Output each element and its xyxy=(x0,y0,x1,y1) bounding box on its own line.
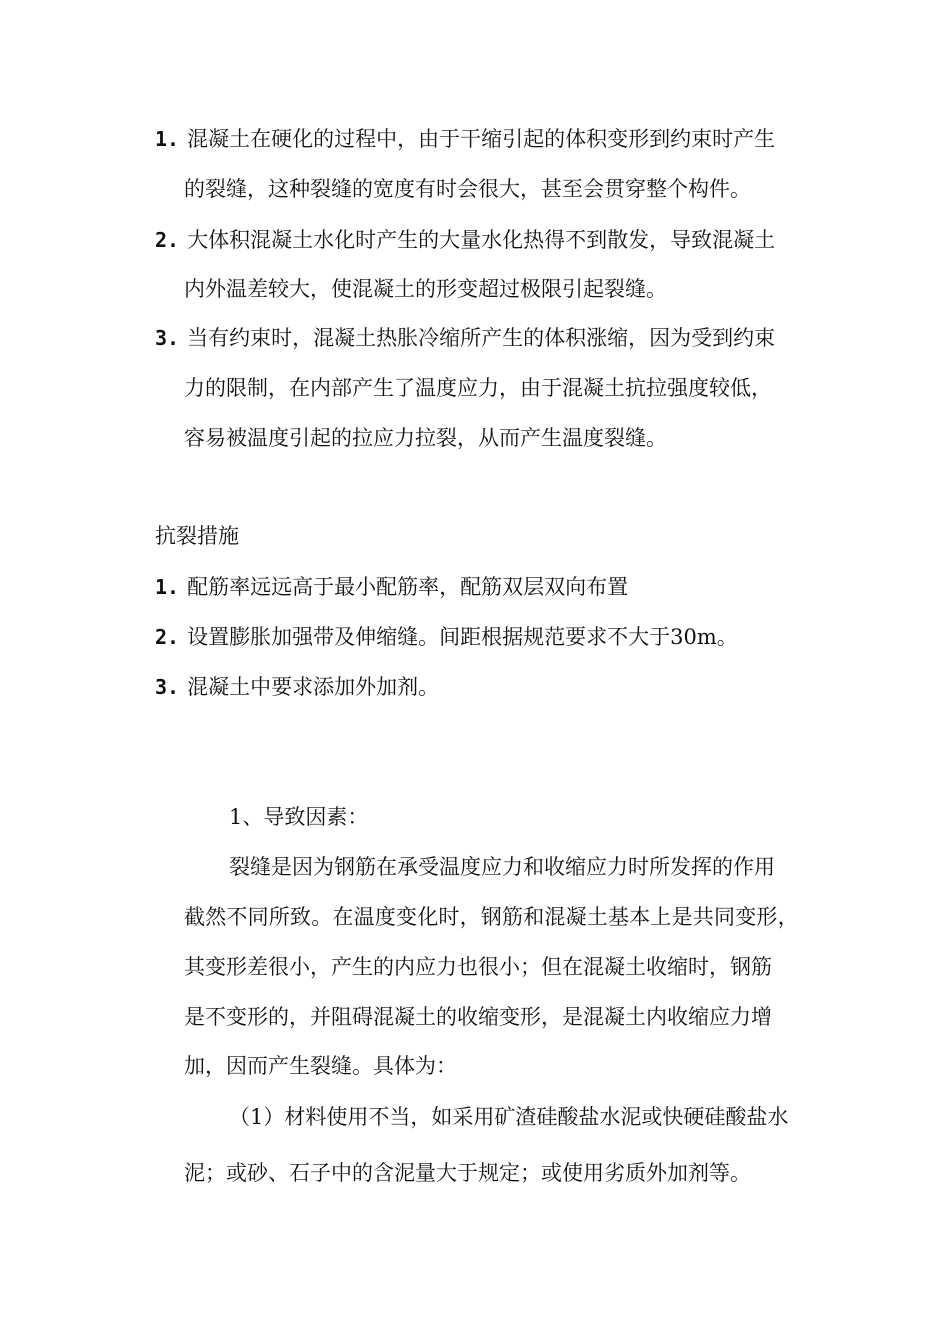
cause-item-2-number: 2. xyxy=(155,228,180,252)
measure-item-1-number: 1. xyxy=(155,575,180,599)
cause-item-3-text: 当有约束时，混凝土热胀冷缩所产生的体积涨缩，因为受到约束 xyxy=(187,326,776,350)
cause-item-1-line-2: 的裂缝，这种裂缝的宽度有时会很大，甚至会贯穿整个构件。 xyxy=(184,177,751,201)
cause-item-2-text: 大体积混凝土水化时产生的大量水化热得不到散发，导致混凝土 xyxy=(187,228,776,252)
factors-paragraph-line-1: 裂缝是因为钢筋在承受温度应力和收缩应力时所发挥的作用 xyxy=(229,855,775,879)
cause-item-1-number: 1. xyxy=(155,127,180,151)
cause-item-3-line-1 xyxy=(155,328,775,349)
measure-item-2 xyxy=(155,627,738,648)
cause-item-3-number: 3. xyxy=(155,326,180,350)
measure-item-3 xyxy=(155,677,439,698)
measure-item-1 xyxy=(155,577,628,598)
measure-item-1-text: 配筋率远远高于最小配筋率，配筋双层双向布置 xyxy=(187,575,629,599)
measure-item-2-text: 设置膨胀加强带及伸缩缝。间距根据规范要求不大于30m。 xyxy=(187,625,738,649)
cause-item-3-line-3: 容易被温度引起的拉应力拉裂，从而产生温度裂缝。 xyxy=(184,426,667,450)
measure-item-3-text: 混凝土中要求添加外加剂。 xyxy=(187,675,440,699)
factors-subitem-line-2: 泥；或砂、石子中的含泥量大于规定；或使用劣质外加剂等。 xyxy=(184,1161,751,1185)
measure-item-2-number: 2. xyxy=(155,625,180,649)
measures-heading: 抗裂措施 xyxy=(155,524,239,548)
factors-heading: 1、导致因素： xyxy=(229,805,369,829)
cause-item-2-line-1 xyxy=(155,230,775,251)
measure-item-3-number: 3. xyxy=(155,675,180,699)
cause-item-1-text: 混凝土在硬化的过程中，由于干缩引起的体积变形到约束时产生 xyxy=(187,127,776,151)
factors-subitem-line-1: （1）材料使用不当，如采用矿渣硅酸盐水泥或快硬硅酸盐水 xyxy=(229,1105,789,1129)
cause-item-2-line-2: 内外温差较大，使混凝土的形变超过极限引起裂缝。 xyxy=(184,277,667,301)
cause-item-3-line-2: 力的限制，在内部产生了温度应力，由于混凝土抗拉强度较低， xyxy=(184,376,772,400)
factors-paragraph-line-4: 是不变形的，并阻碍混凝土的收缩变形，是混凝土内收缩应力增 xyxy=(184,1005,772,1029)
factors-paragraph-line-5: 加，因而产生裂缝。具体为： xyxy=(184,1054,457,1078)
factors-paragraph-line-3: 其变形差很小，产生的内应力也很小；但在混凝土收缩时，钢筋 xyxy=(184,955,772,979)
factors-paragraph-line-2: 截然不同所致。在温度变化时，钢筋和混凝土基本上是共同变形， xyxy=(184,905,799,929)
cause-item-1-line-1 xyxy=(155,129,775,150)
